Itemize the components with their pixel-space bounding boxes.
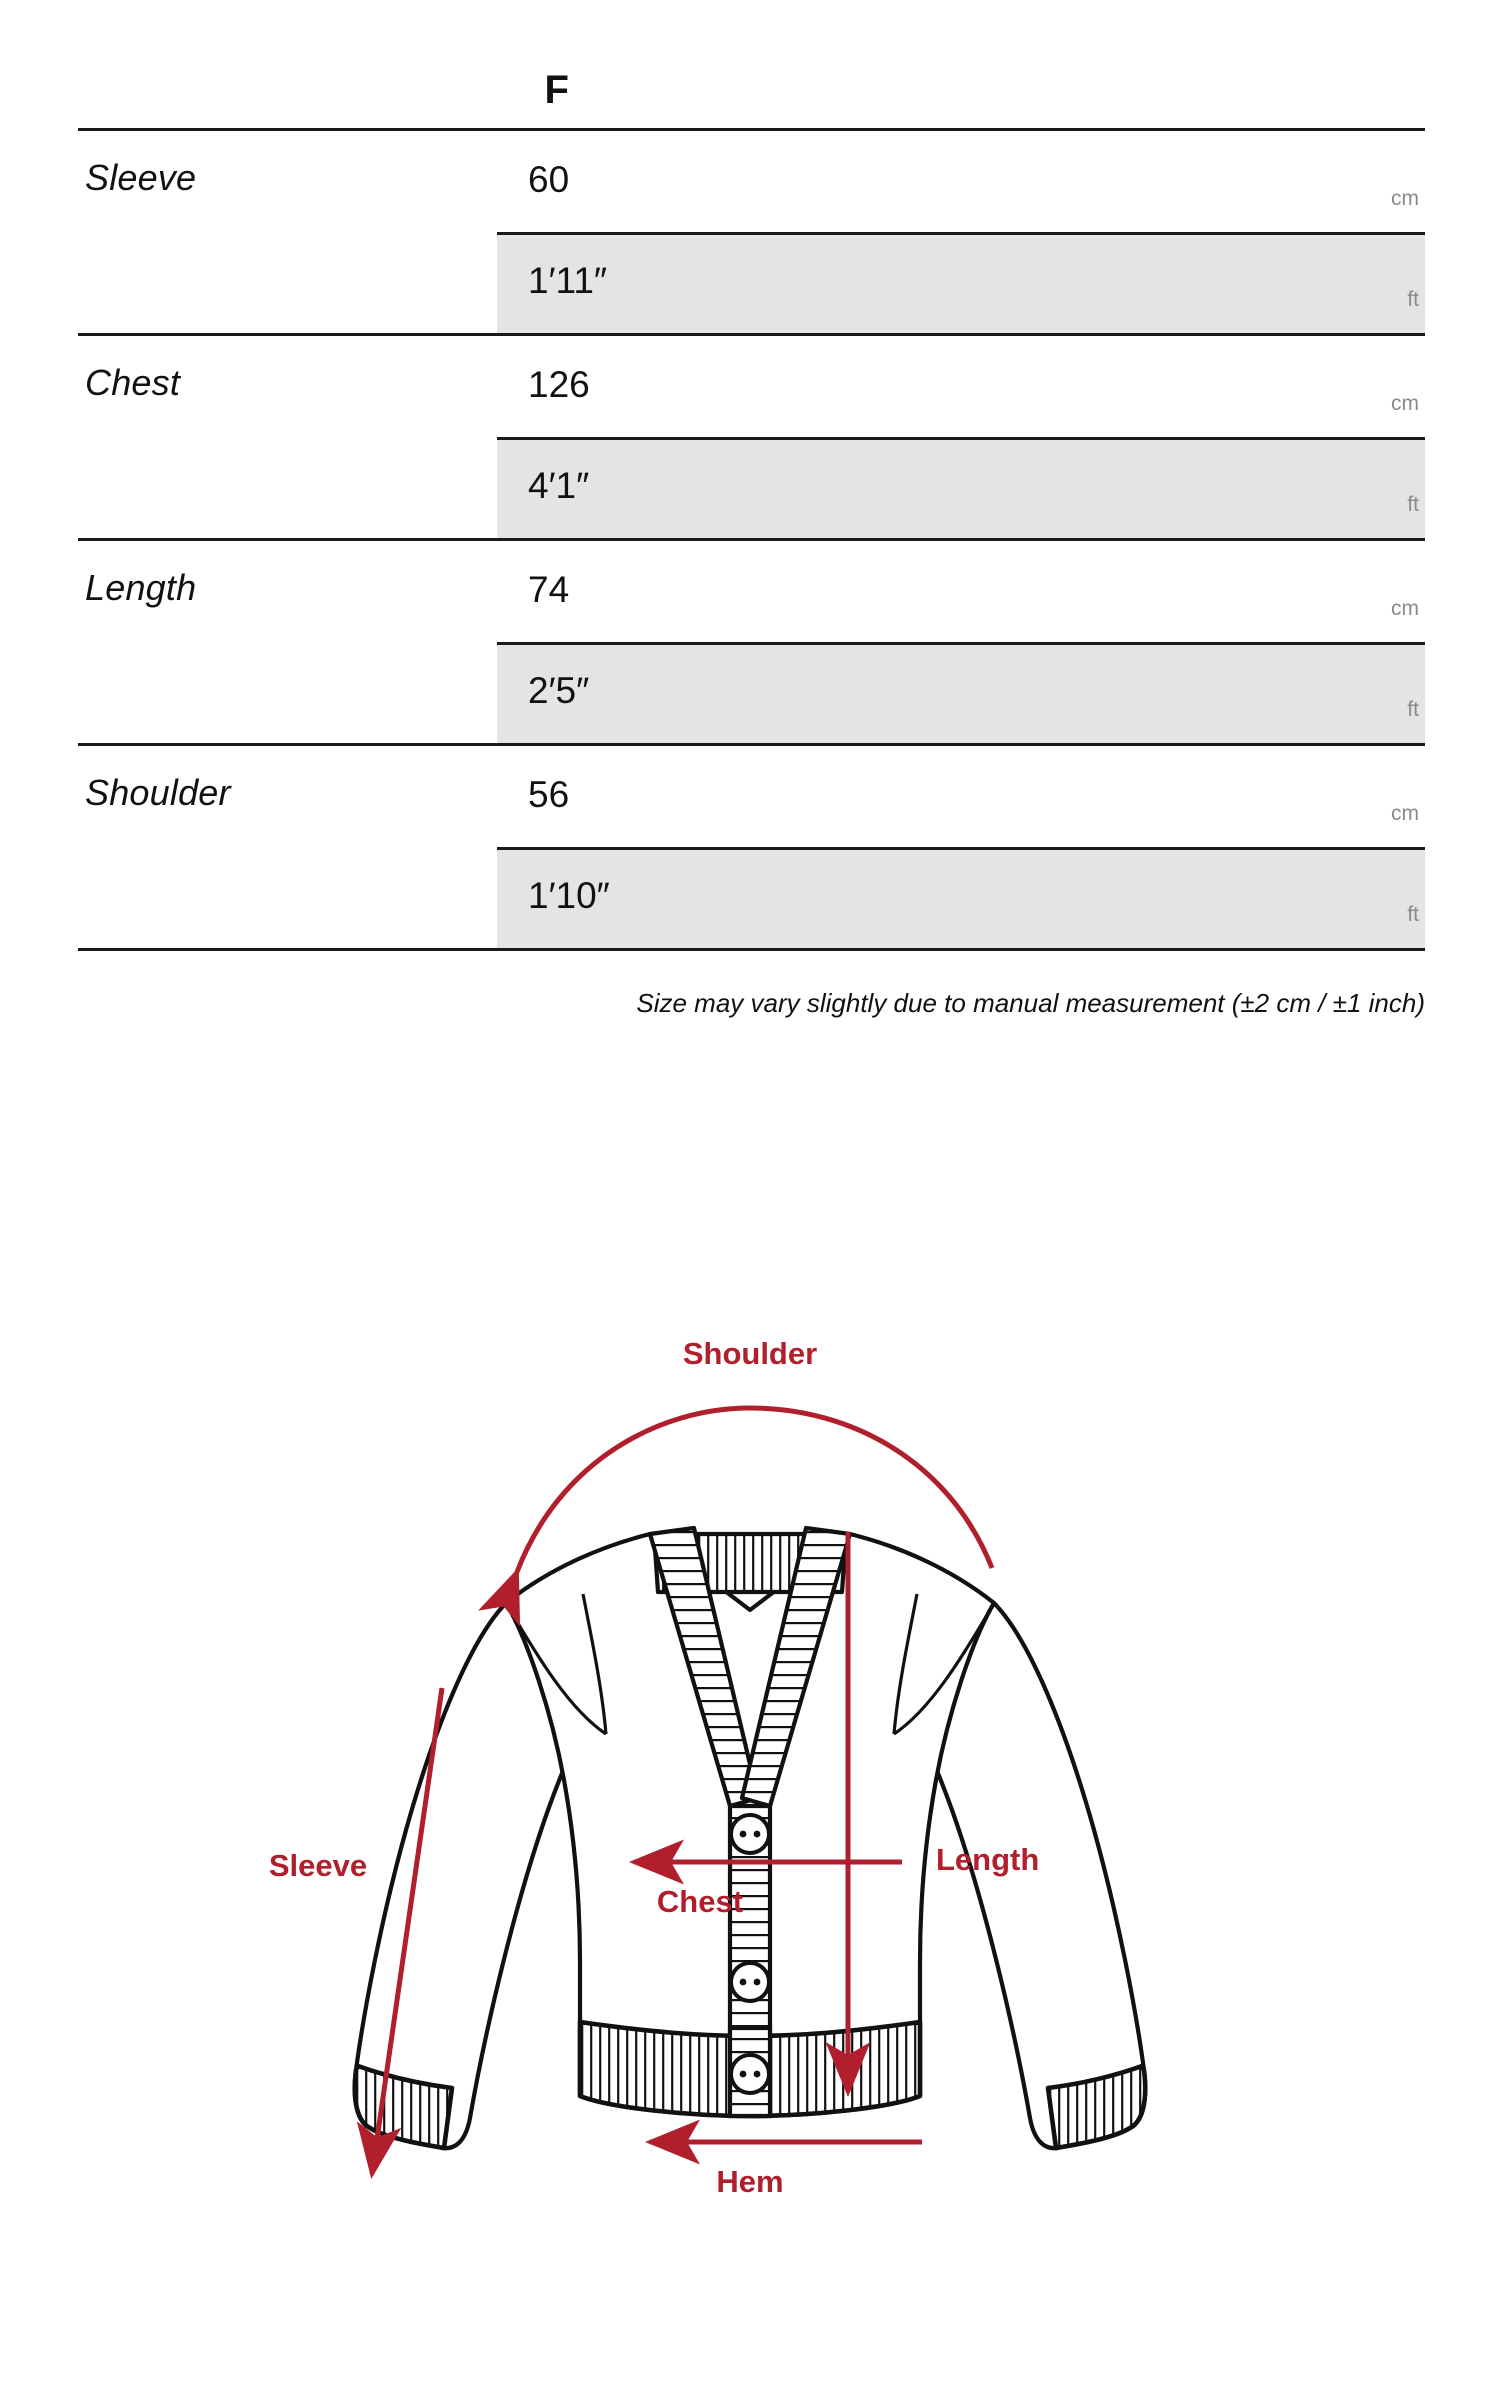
- row-unit-cm: cm: [1391, 802, 1419, 825]
- row-shading: [497, 232, 1425, 333]
- table-row: [78, 541, 1425, 642]
- sleeve-label: Sleeve: [268, 1848, 368, 1883]
- table-header-row: [78, 60, 1425, 128]
- row-value-cm: 60: [528, 159, 570, 200]
- row-value-cm: 56: [528, 774, 570, 815]
- row-shading: [497, 437, 1425, 538]
- measurement-group-length: [78, 541, 1425, 743]
- row-divider: [497, 232, 1425, 235]
- row-label: Length: [85, 567, 197, 608]
- row-value-ft: 2′5″: [528, 670, 590, 711]
- length-label: Length: [936, 1842, 1040, 1877]
- table-row: [78, 336, 1425, 437]
- row-value-ft: 1′10″: [528, 875, 610, 916]
- garment-measurement-diagram: [230, 1310, 1270, 2340]
- row-unit-cm: cm: [1391, 187, 1419, 210]
- chest-label: Chest: [656, 1884, 744, 1919]
- row-unit-ft: ft: [1407, 493, 1419, 516]
- row-unit-cm: cm: [1391, 392, 1419, 415]
- size-chart-table: [78, 60, 1425, 951]
- shoulder-label: Shoulder: [682, 1336, 818, 1371]
- measurement-group-shoulder: [78, 746, 1425, 948]
- measurement-group-chest: [78, 336, 1425, 538]
- hem-measure-annotation: [650, 2142, 922, 2199]
- measurement-group-sleeve: [78, 131, 1425, 333]
- button-icon: [731, 1963, 769, 2001]
- table-row: [78, 232, 1425, 333]
- hem-label: Hem: [716, 2164, 784, 2199]
- button-icon: [731, 2055, 769, 2093]
- row-value-ft: 4′1″: [528, 465, 590, 506]
- row-divider: [497, 847, 1425, 850]
- row-label: Chest: [85, 362, 181, 403]
- row-label: Sleeve: [85, 157, 197, 198]
- row-value-cm: 74: [528, 569, 570, 610]
- table-row: [78, 131, 1425, 232]
- row-shading: [497, 642, 1425, 743]
- size-column-header: F: [544, 68, 570, 112]
- row-unit-ft: ft: [1407, 288, 1419, 311]
- table-row: [78, 437, 1425, 538]
- table-row: [78, 746, 1425, 847]
- row-shading: [497, 847, 1425, 948]
- row-value-ft: 1′11″: [528, 260, 608, 301]
- button-icon: [731, 1815, 769, 1853]
- row-divider: [497, 437, 1425, 440]
- measurement-disclaimer: Size may vary slightly due to manual measurement (±2 cm / ±1 inch): [636, 988, 1425, 1018]
- row-divider: [497, 642, 1425, 645]
- table-row: [78, 847, 1425, 948]
- row-value-cm: 126: [528, 364, 590, 405]
- row-unit-ft: ft: [1407, 698, 1419, 721]
- table-bottom-rule: [78, 948, 1425, 951]
- row-label: Shoulder: [85, 772, 231, 813]
- row-unit-cm: cm: [1391, 597, 1419, 620]
- table-row: [78, 642, 1425, 743]
- row-unit-ft: ft: [1407, 903, 1419, 926]
